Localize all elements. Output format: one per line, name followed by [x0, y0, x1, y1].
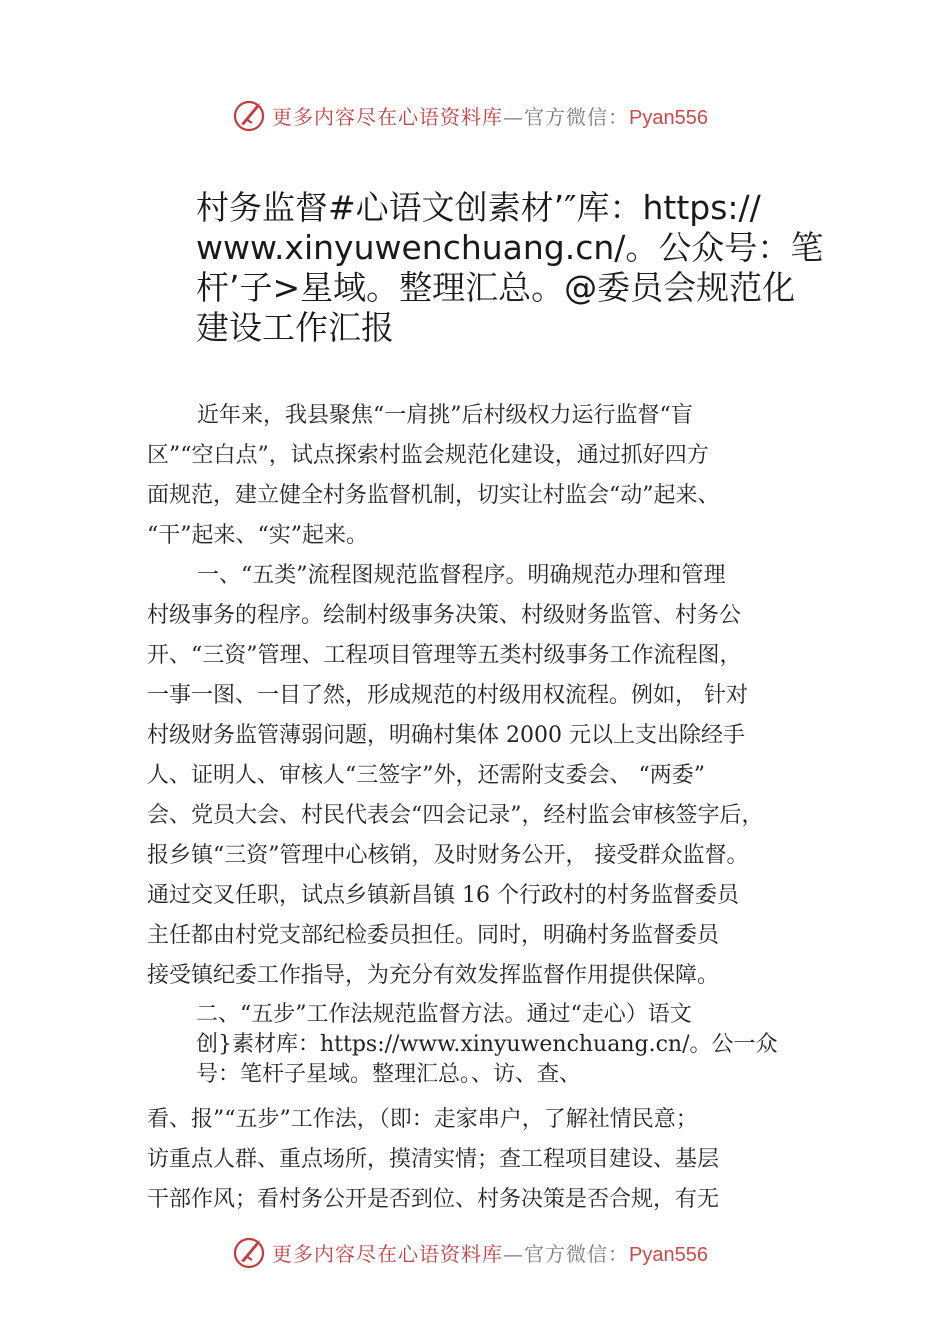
body-line: 人、证明人、审核人“三签字”外，还需附支委会、 “两委” — [147, 763, 705, 788]
body-text-continued — [147, 1100, 837, 1220]
banner-main: 更多内容尽在心语资料库 — [272, 104, 503, 129]
body-line: 干部作风；看村务公开是否到位、村务决策是否合规，有无 — [147, 1187, 720, 1212]
banner-label: 官方微信： — [524, 104, 629, 129]
body-line: 主任都由村党支部纪检委员担任。同时，明确村务监督委员 — [147, 923, 720, 948]
body-line: 村级财务监管薄弱问题，明确村集体 2000 元以上支出除经手 — [147, 723, 745, 748]
body-line: 会、党员大会、村民代表会“四会记录”，经村监会审核签字后， — [147, 803, 764, 828]
body-line: 近年来，我县聚焦“一肩挑”后村级权力运行监督“盲 — [197, 403, 693, 428]
body-line: 报乡镇“三资”管理中心核销，及时财务公开， 接受群众监督。 — [147, 843, 749, 868]
section-two-intro — [196, 1000, 836, 1090]
banner-main: 更多内容尽在心语资料库 — [272, 1241, 503, 1266]
banner-dash: — — [503, 104, 524, 129]
section-two-line: 号：笔杆子星域。整理汇总。、访、查、 — [196, 1062, 582, 1087]
quill-logo-icon — [232, 97, 268, 133]
body-line: 访重点人群、重点场所，摸清实情；查工程项目建设、基层 — [147, 1147, 720, 1172]
body-line: 区”“空白点”，试点探索村监会规范化建设，通过抓好四方 — [147, 443, 709, 468]
title-line: 村务监督#心语文创素材’″库：https:// — [196, 188, 761, 227]
body-line: 村级事务的程序。绘制村级事务决策、村级财务监管、村务公 — [147, 603, 742, 628]
document-title — [196, 188, 836, 348]
banner-wechat-id: Pyan556 — [629, 106, 708, 129]
footer-banner — [232, 1232, 708, 1272]
title-line: 建设工作汇报 — [196, 308, 394, 347]
banner-text — [272, 1238, 708, 1267]
header-banner — [232, 95, 708, 135]
body-line: 一事一图、一目了然，形成规范的村级用权流程。例如， 针对 — [147, 683, 748, 708]
title-line: www.xinyuwenchuang.cn/。公众号：笔 — [196, 228, 824, 267]
body-line: 面规范，建立健全村务监督机制，切实让村监会“动”起来、 — [147, 483, 720, 508]
section-two-line: 二、“五步”工作法规范监督方法。通过“走心）语文 — [196, 1002, 692, 1027]
banner-wechat-id: Pyan556 — [629, 1243, 708, 1266]
quill-logo-icon — [232, 1234, 268, 1270]
body-text — [147, 396, 837, 996]
section-two-line: 创}素材库：https://www.xinyuwenchuang.cn/。公一众 — [196, 1032, 778, 1057]
banner-text — [272, 101, 708, 130]
body-line: 通过交叉任职，试点乡镇新昌镇 16 个行政村的村务监督委员 — [147, 883, 739, 908]
body-line: “干”起来、“实”起来。 — [147, 523, 368, 548]
body-line: 一、“五类”流程图规范监督程序。明确规范办理和管理 — [197, 563, 726, 588]
body-line: 开、“三资”管理、工程项目管理等五类村级事务工作流程图， — [147, 643, 742, 668]
body-line: 看、报”“五步”工作法，（即：走家串户，了解社情民意； — [147, 1107, 698, 1132]
banner-dash: — — [503, 1241, 524, 1266]
banner-label: 官方微信： — [524, 1241, 629, 1266]
body-line: 接受镇纪委工作指导，为充分有效发挥监督作用提供保障。 — [147, 963, 720, 988]
title-line: 杆’子>星域。整理汇总。@委员会规范化 — [196, 268, 796, 307]
